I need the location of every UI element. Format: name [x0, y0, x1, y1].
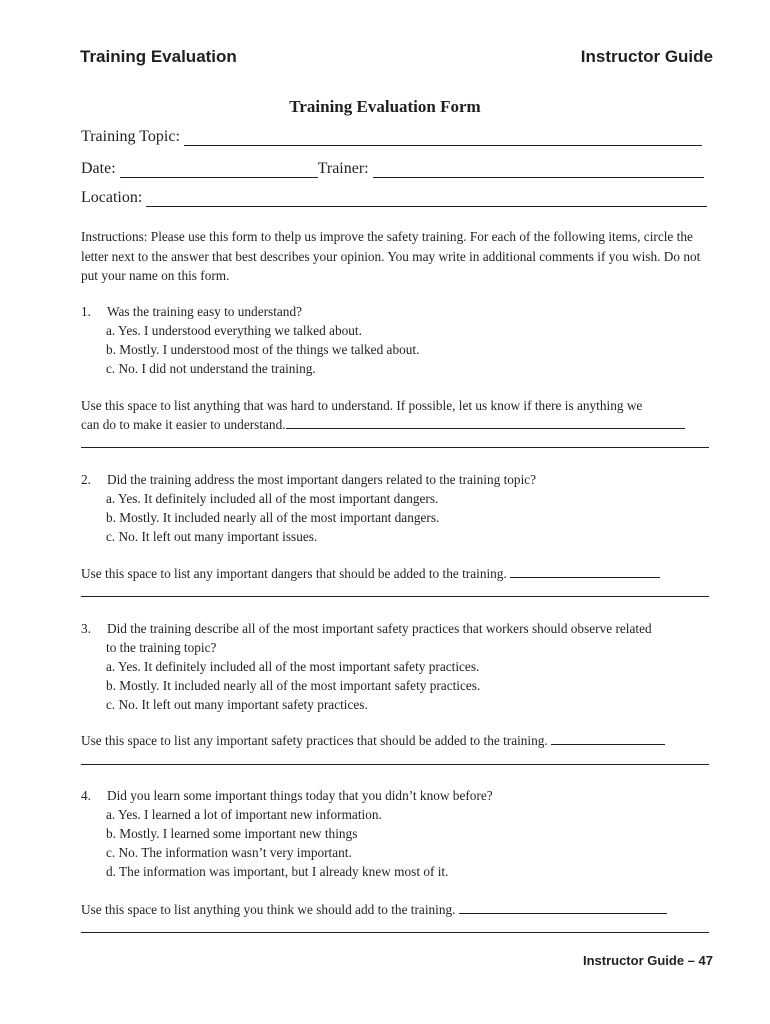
question-3-comment-rule[interactable] — [81, 764, 709, 765]
question-1-option-a[interactable]: a. Yes. I understood everything we talked about. — [106, 323, 362, 338]
question-2-comment-rule[interactable] — [81, 596, 709, 597]
instructions-paragraph: Instructions: Please use this form to thelp us improve the safety training. For each of the following items, circle the letter next to the answer that best describes your opinion. You may write in additional comments if you wish. Do not put your name on this form. — [81, 229, 701, 283]
training-topic-field[interactable] — [184, 131, 702, 146]
header-left-title: Training Evaluation — [80, 47, 237, 66]
location-label: Location: — [81, 189, 143, 206]
question-4-option-d[interactable]: d. The information was important, but I already knew most of it. — [106, 864, 449, 879]
question-3-option-b[interactable]: b. Mostly. It included nearly all of the most important safety practices. — [106, 678, 481, 693]
question-4-text: Did you learn some important things today that you didn’t know before? — [107, 788, 493, 803]
question-4-comment-field[interactable] — [459, 901, 667, 914]
question-1-number: 1. — [81, 304, 91, 319]
form-title: Training Evaluation Form — [289, 97, 481, 116]
question-1-comment-rule[interactable] — [81, 447, 709, 448]
question-1-comment-line2: can do to make it easier to understand. — [81, 417, 286, 432]
question-3-comment-field[interactable] — [551, 732, 665, 745]
training-topic-label: Training Topic: — [81, 128, 180, 145]
question-4-option-b[interactable]: b. Mostly. I learned some important new things — [106, 826, 358, 841]
question-1-option-b[interactable]: b. Mostly. I understood most of the things we talked about. — [106, 342, 420, 357]
question-4-comment-rule[interactable] — [81, 932, 709, 933]
question-1-comment-field[interactable] — [286, 416, 685, 429]
question-2-option-b[interactable]: b. Mostly. It included nearly all of the most important dangers. — [106, 510, 440, 525]
question-2-text: Did the training address the most important dangers related to the training topic? — [107, 472, 537, 487]
question-3 — [81, 619, 652, 714]
question-3-option-a[interactable]: a. Yes. It definitely included all of the most important safety practices. — [106, 659, 480, 674]
page-footer: Instructor Guide – 47 — [582, 953, 713, 968]
question-2-option-c[interactable]: c. No. It left out many important issues. — [106, 529, 318, 544]
date-label: Date: — [81, 160, 116, 177]
date-field[interactable] — [120, 163, 318, 178]
question-3-number: 3. — [81, 621, 91, 636]
question-2-comment — [81, 564, 660, 583]
question-4-number: 4. — [81, 788, 91, 803]
header-right-title: Instructor Guide — [580, 47, 713, 66]
question-4-option-a[interactable]: a. Yes. I learned a lot of important new information. — [106, 807, 382, 822]
question-3-text: Did the training describe all of the most important safety practices that workers should observe related — [107, 621, 652, 636]
question-1 — [81, 302, 419, 378]
question-2-number: 2. — [81, 472, 91, 487]
question-2-comment-field[interactable] — [510, 565, 660, 578]
location-row — [81, 189, 707, 207]
question-3-comment-text: Use this space to list any important safety practices that should be added to the training. — [81, 733, 548, 748]
question-2-option-a[interactable]: a. Yes. It definitely included all of the most important dangers. — [106, 491, 439, 506]
question-4-comment — [81, 900, 667, 919]
question-4-option-c[interactable]: c. No. The information wasn’t very important. — [106, 845, 352, 860]
training-topic-row — [81, 128, 702, 146]
question-2-comment-text: Use this space to list any important dangers that should be added to the training. — [81, 566, 507, 581]
date-trainer-row — [81, 160, 704, 178]
trainer-field[interactable] — [373, 163, 704, 178]
question-1-comment-line1: Use this space to list anything that was hard to understand. If possible, let us know if there is anything we — [81, 398, 643, 413]
question-1-comment — [81, 396, 685, 434]
question-3-comment — [81, 731, 665, 750]
question-3-text-cont: to the training topic? — [106, 640, 217, 655]
question-2 — [81, 470, 536, 546]
question-4-comment-text: Use this space to list anything you think we should add to the training. — [81, 902, 456, 917]
question-1-text: Was the training easy to understand? — [107, 304, 302, 319]
question-4 — [81, 786, 493, 881]
location-field[interactable] — [146, 192, 707, 207]
trainer-label: Trainer: — [317, 160, 369, 177]
question-1-option-c[interactable]: c. No. I did not understand the training. — [106, 361, 316, 376]
question-3-option-c[interactable]: c. No. It left out many important safety practices. — [106, 697, 368, 712]
